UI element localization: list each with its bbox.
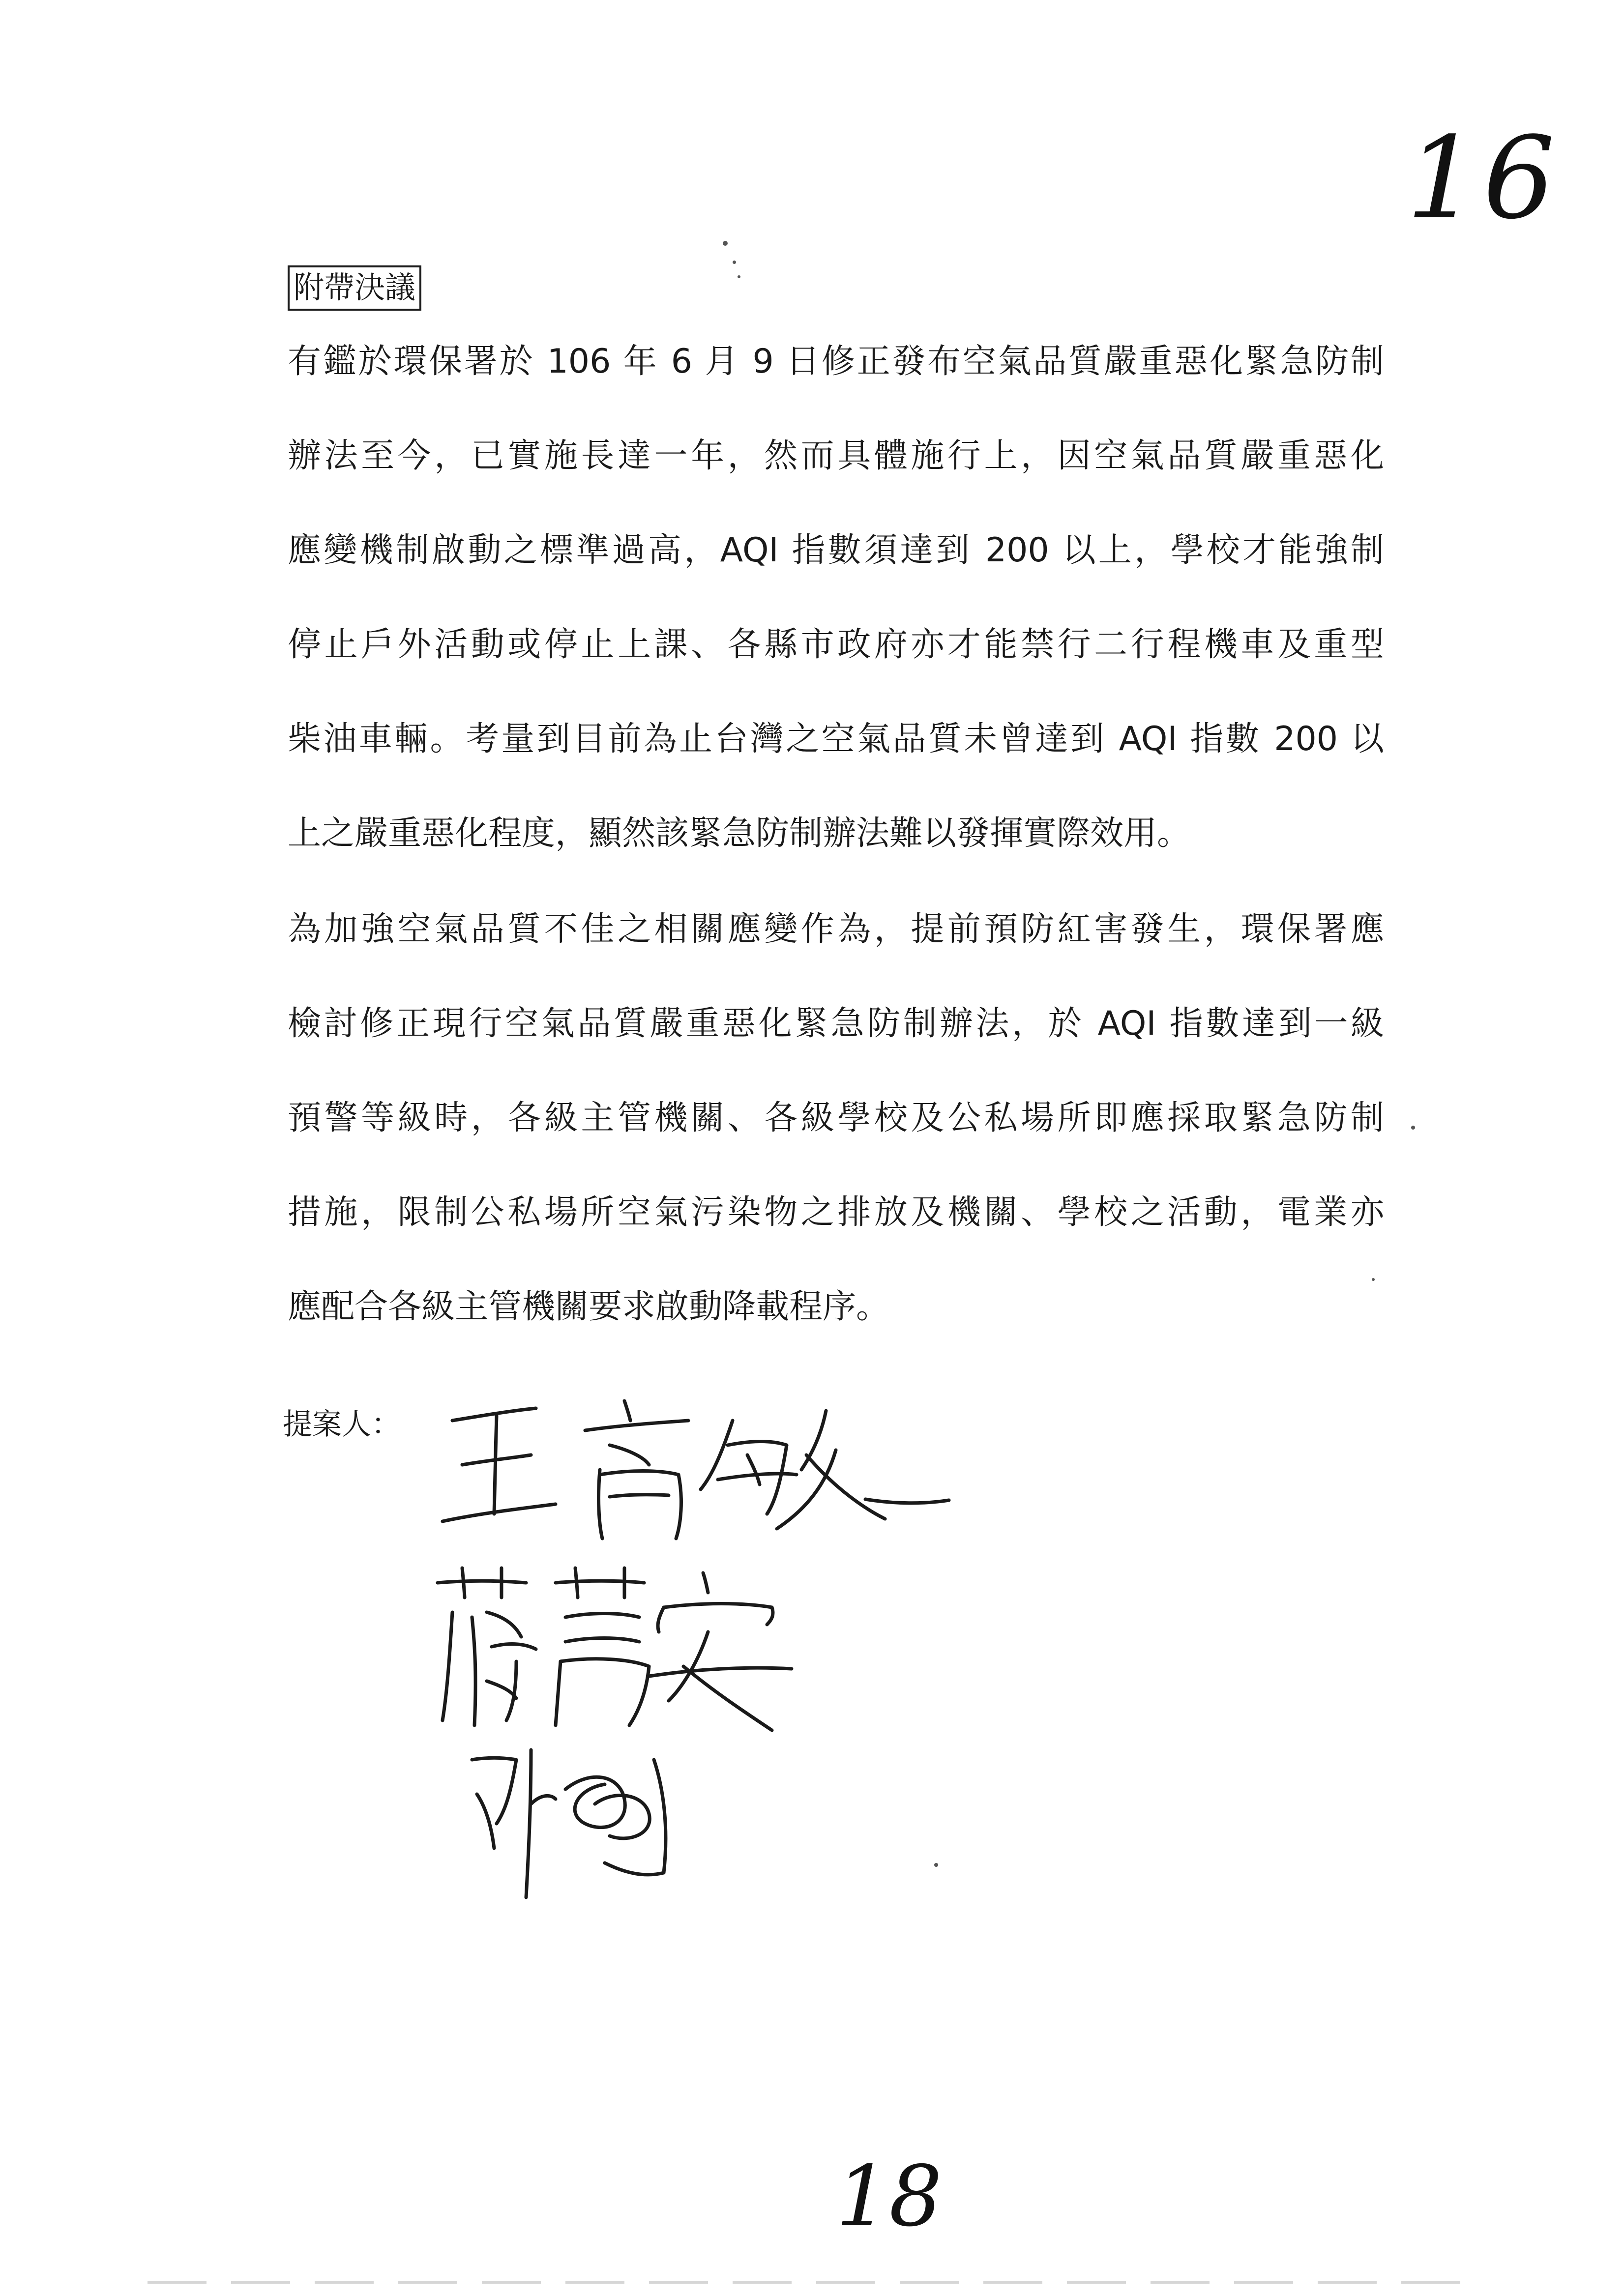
scan-speck [723, 241, 728, 246]
paragraph-1 [288, 315, 1384, 881]
handwritten-signature-3 [457, 1730, 752, 1907]
paragraph-line: 檢討修正現行空氣品質嚴重惡化緊急防制辦法，於 AQI 指數達到一級 [288, 1004, 1384, 1043]
scan-speck [738, 275, 740, 278]
paragraph-line: 應變機制啟動之標準過高，AQI 指數須達到 200 以上，學校才能強制 [288, 531, 1384, 570]
heading-box: 附帶決議 [288, 265, 421, 311]
scan-speck [733, 261, 736, 264]
paragraph-line: 柴油車輛。考量到目前為止台灣之空氣品質未曾達到 AQI 指數 200 以 [288, 720, 1384, 758]
paragraph-2 [288, 882, 1384, 1354]
scan-speck [1372, 1278, 1375, 1281]
paragraph-line: 有鑑於環保署於 106 年 6 月 9 日修正發布空氣品質嚴重惡化緊急防制 [288, 342, 1384, 381]
scan-edge-artifact [148, 2281, 1475, 2284]
scan-speck [1411, 1126, 1415, 1130]
paragraph-line: 應配合各級主管機關要求啟動降載程序。 [288, 1287, 890, 1326]
handwritten-signature-1 [433, 1391, 954, 1548]
paragraph-line: 停止戶外活動或停止上課、各縣市政府亦才能禁行二行程機車及重型 [288, 625, 1384, 664]
paragraph-line: 辦法至今，已實施長達一年，然而具體施行上，因空氣品質嚴重惡化 [288, 436, 1384, 475]
paragraph-line: 措施，限制公私場所空氣污染物之排放及機關、學校之活動，電業亦 [288, 1193, 1384, 1232]
paragraph-line: 為加強空氣品質不佳之相關應變作為，提前預防紅害發生，環保署應 [288, 910, 1384, 949]
scan-speck [934, 1863, 938, 1867]
handwritten-page-number-bottom: 18 [836, 2148, 943, 2245]
handwritten-page-number-top: 16 [1406, 113, 1560, 244]
proposer-label: 提案人： [283, 1407, 401, 1442]
handwritten-signature-2 [428, 1563, 801, 1740]
paragraph-line: 預警等級時，各級主管機關、各級學校及公私場所即應採取緊急防制 [288, 1099, 1384, 1137]
paragraph-line: 上之嚴重惡化程度，顯然該緊急防制辦法難以發揮實際效用。 [288, 814, 1191, 853]
